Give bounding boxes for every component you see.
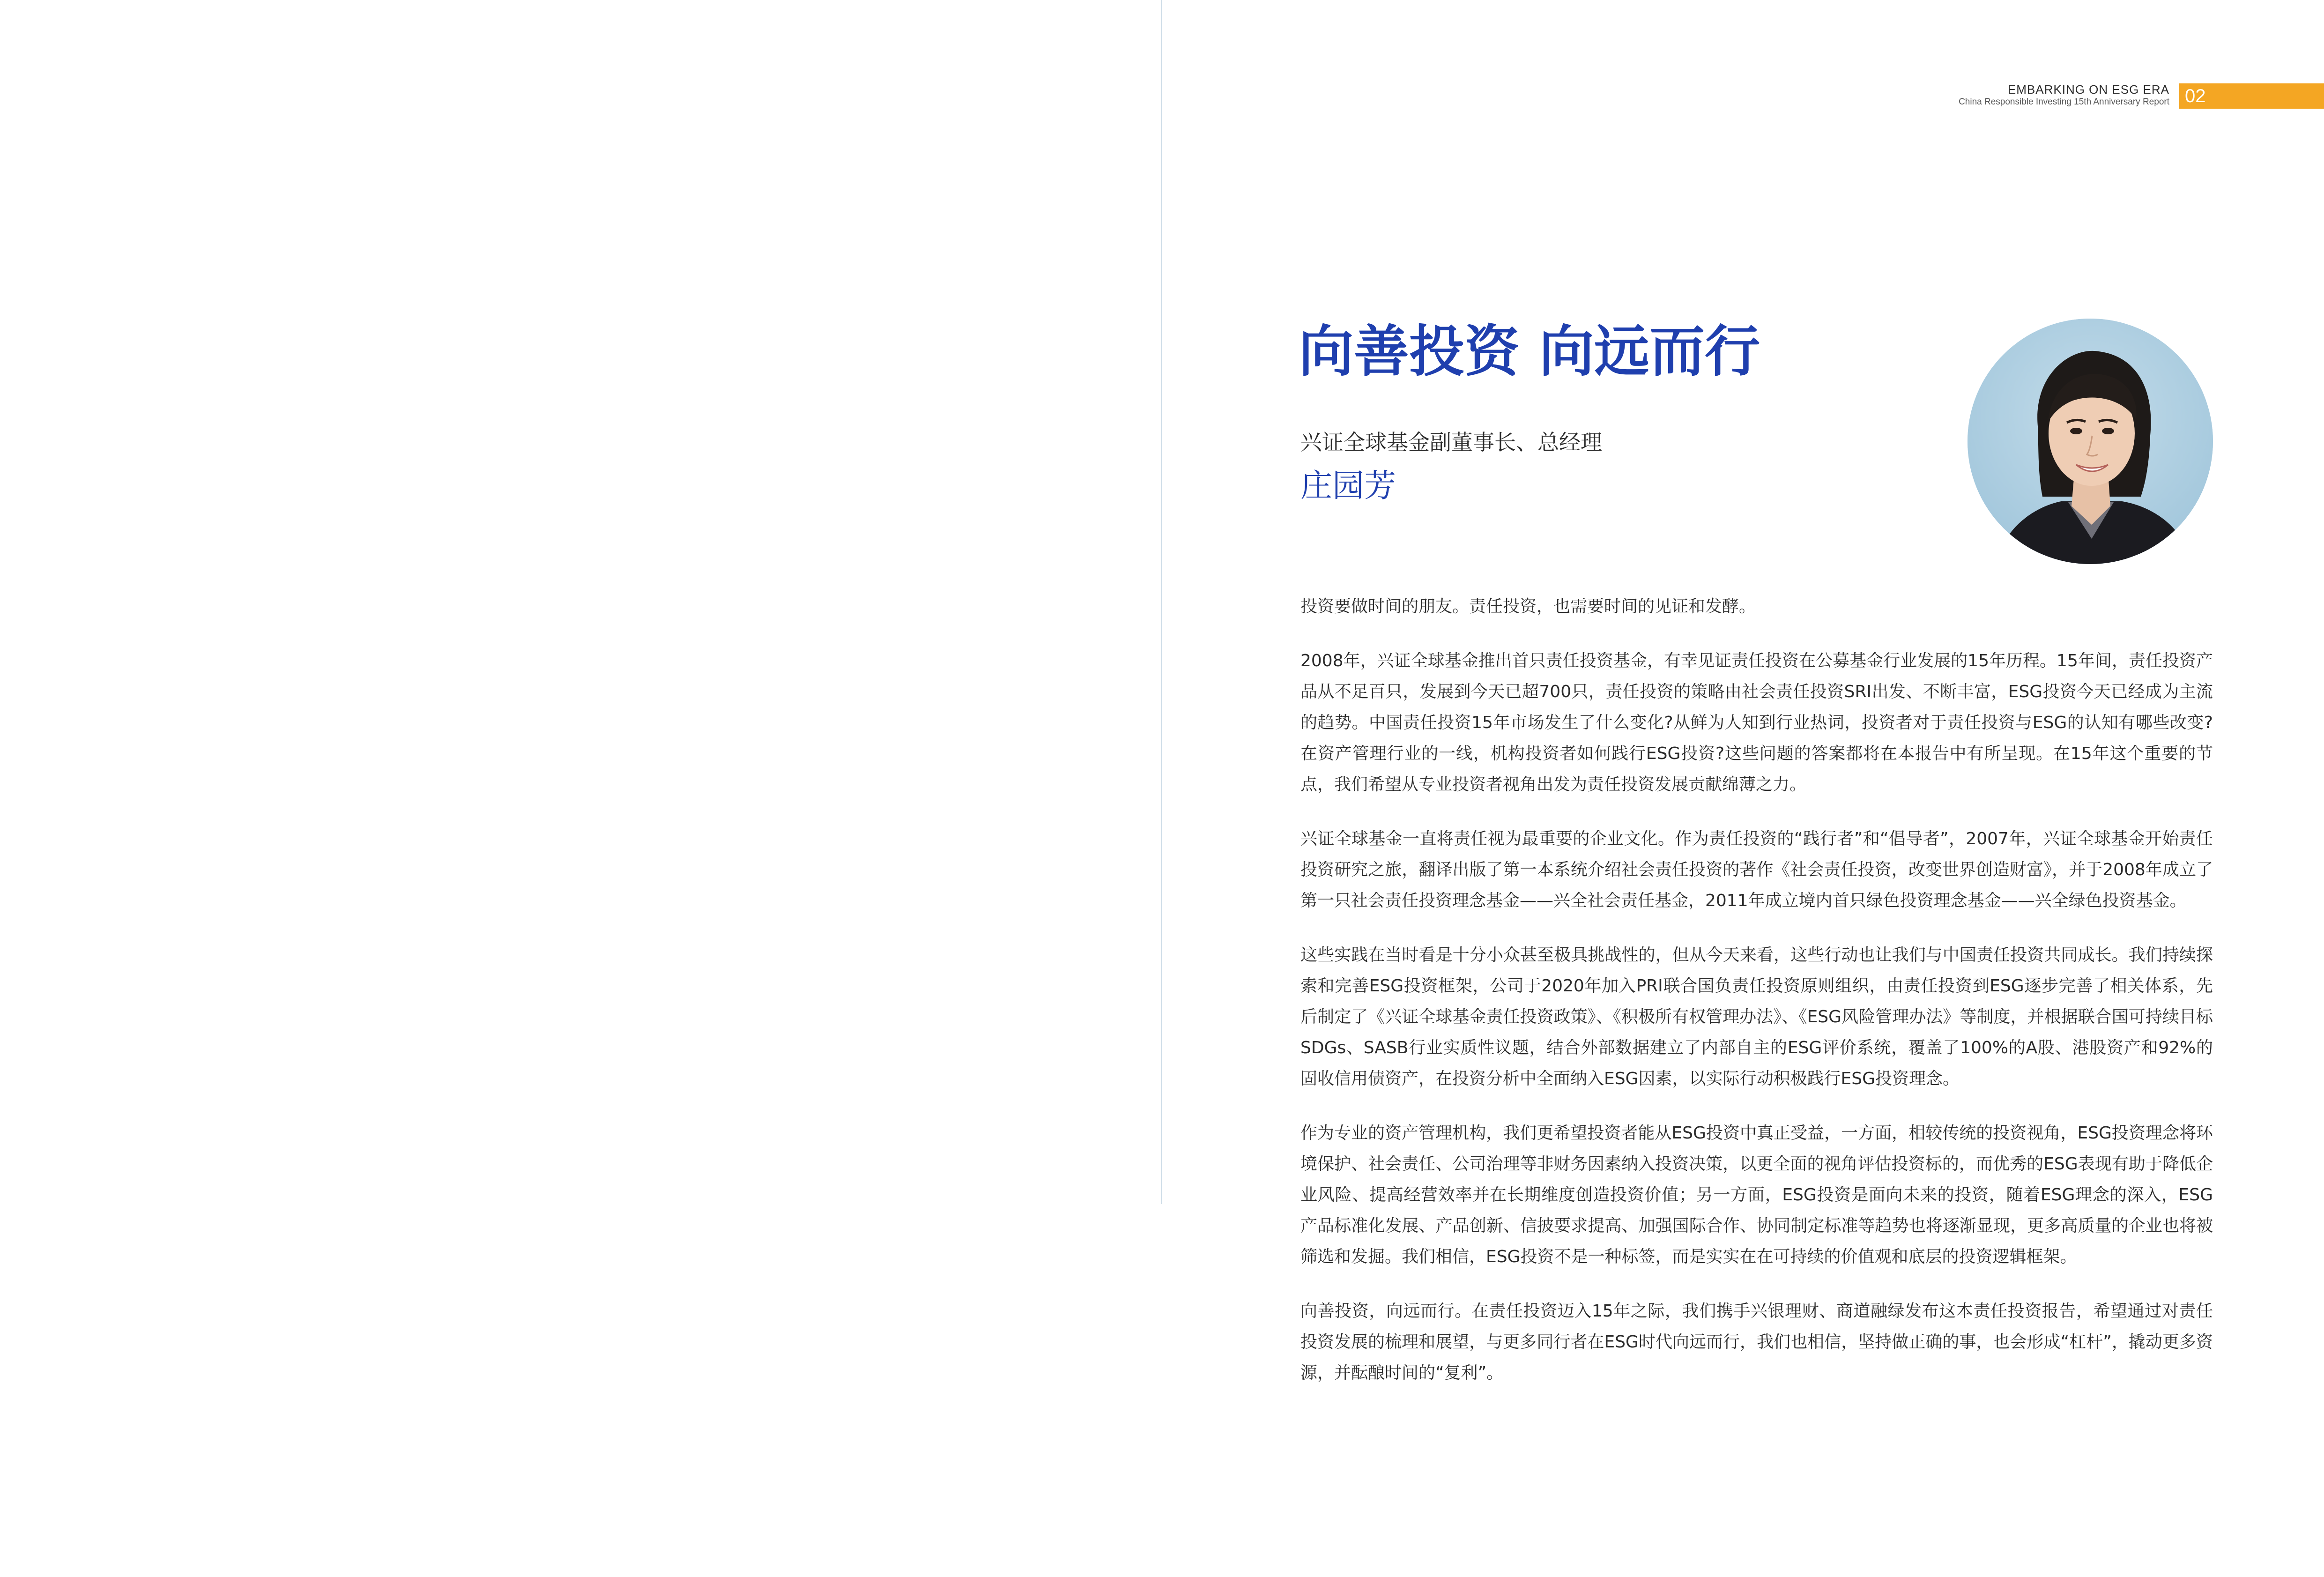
- portrait-illustration: [1968, 319, 2213, 564]
- body-paragraph-6: 向善投资，向远而行。在责任投资迈入15年之际，我们携手兴银理财、商道融绿发布这本责任投资报告，希望通过对责任投资发展的梳理和展望，与更多同行者在ESG时代向远而行，我们也相信，坚持做正确的事，也会形成“杠杆”，撬动更多资源，并酝酿时间的“复利”。: [1300, 1302, 2213, 1383]
- author-role: 兴证全球基金副董事长、总经理: [1300, 430, 1602, 455]
- blank-left-page: [0, 0, 1160, 1577]
- page-number: 02: [2185, 86, 2206, 106]
- page-spine: [1161, 0, 1162, 1204]
- header-title: EMBARKING ON ESG ERA: [2007, 82, 2169, 97]
- body-paragraph-4: 这些实践在当时看是十分小众甚至极具挑战性的，但从今天来看，这些行动也让我们与中国责任投资共同成长。我们持续探索和完善ESG投资框架，公司于2020年加入PRI联合国负责任投资原则组织，由责任投资到ESG逐步完善了相关体系，先后制定了《兴证全球基金责任投资政策》、《积极所有权管理办法》、《ESG风险管理办法》等制度，并根据联合国可持续目标SDGs、SASB行业实质性议题，结合外部数据建立了内部自主的ESG评价系统，覆盖了100%的A股、港股资产和92%的固收信用债资产，在投资分析中全面纳入ESG因素，以实际行动积极践行ESG投资理念。: [1300, 945, 2213, 1088]
- header-text-block: [1959, 82, 2169, 108]
- body-paragraph-3: 兴证全球基金一直将责任视为最重要的企业文化。作为责任投资的“践行者”和“倡导者”，2007年，兴证全球基金开始责任投资研究之旅，翻译出版了第一本系统介绍社会责任投资的著作《社会责任投资，改变世界创造财富》，并于2008年成立了第一只社会责任投资理念基金——兴全社会责任基金，2011年成立境内首只绿色投资理念基金——兴全绿色投资基金。: [1300, 829, 2213, 910]
- article-body: [1300, 591, 2213, 1412]
- article-title: 向善投资 向远而行: [1299, 319, 1760, 384]
- page-number-tab: [2179, 83, 2324, 109]
- body-paragraph-2: 2008年，兴证全球基金推出首只责任投资基金，有幸见证责任投资在公募基金行业发展的15年历程。15年间，责任投资产品从不足百只，发展到今天已超700只，责任投资的策略由社会责任投资SRI出发、不断丰富，ESG投资今天已经成为主流的趋势。中国责任投资15年市场发生了什么变化?从鲜为人知到行业热词，投资者对于责任投资与ESG的认知有哪些改变?在资产管理行业的一线，机构投资者如何践行ESG投资?这些问题的答案都将在本报告中有所呈现。在15年这个重要的节点，我们希望从专业投资者视角出发为责任投资发展贡献绵薄之力。: [1300, 651, 2213, 794]
- author-name: 庄园芳: [1300, 468, 1396, 505]
- author-portrait: [1968, 319, 2213, 564]
- header-subtitle: China Responsible Investing 15th Anniversary Report: [1959, 97, 2169, 107]
- body-paragraph-1: 投资要做时间的朋友。责任投资，也需要时间的见证和发酵。: [1300, 597, 1756, 616]
- body-paragraph-5: 作为专业的资产管理机构，我们更希望投资者能从ESG投资中真正受益，一方面，相较传统的投资视角，ESG投资理念将环境保护、社会责任、公司治理等非财务因素纳入投资决策，以更全面的视角评估投资标的，而优秀的ESG表现有助于降低企业风险、提高经营效率并在长期维度创造投资价值；另一方面，ESG投资是面向未来的投资，随着ESG理念的深入，ESG产品标准化发展、产品创新、信披要求提高、加强国际合作、协同制定标准等趋势也将逐渐显现，更多高质量的企业也将被筛选和发掘。我们相信，ESG投资不是一种标签，而是实实在在可持续的价值观和底层的投资逻辑框架。: [1300, 1123, 2213, 1266]
